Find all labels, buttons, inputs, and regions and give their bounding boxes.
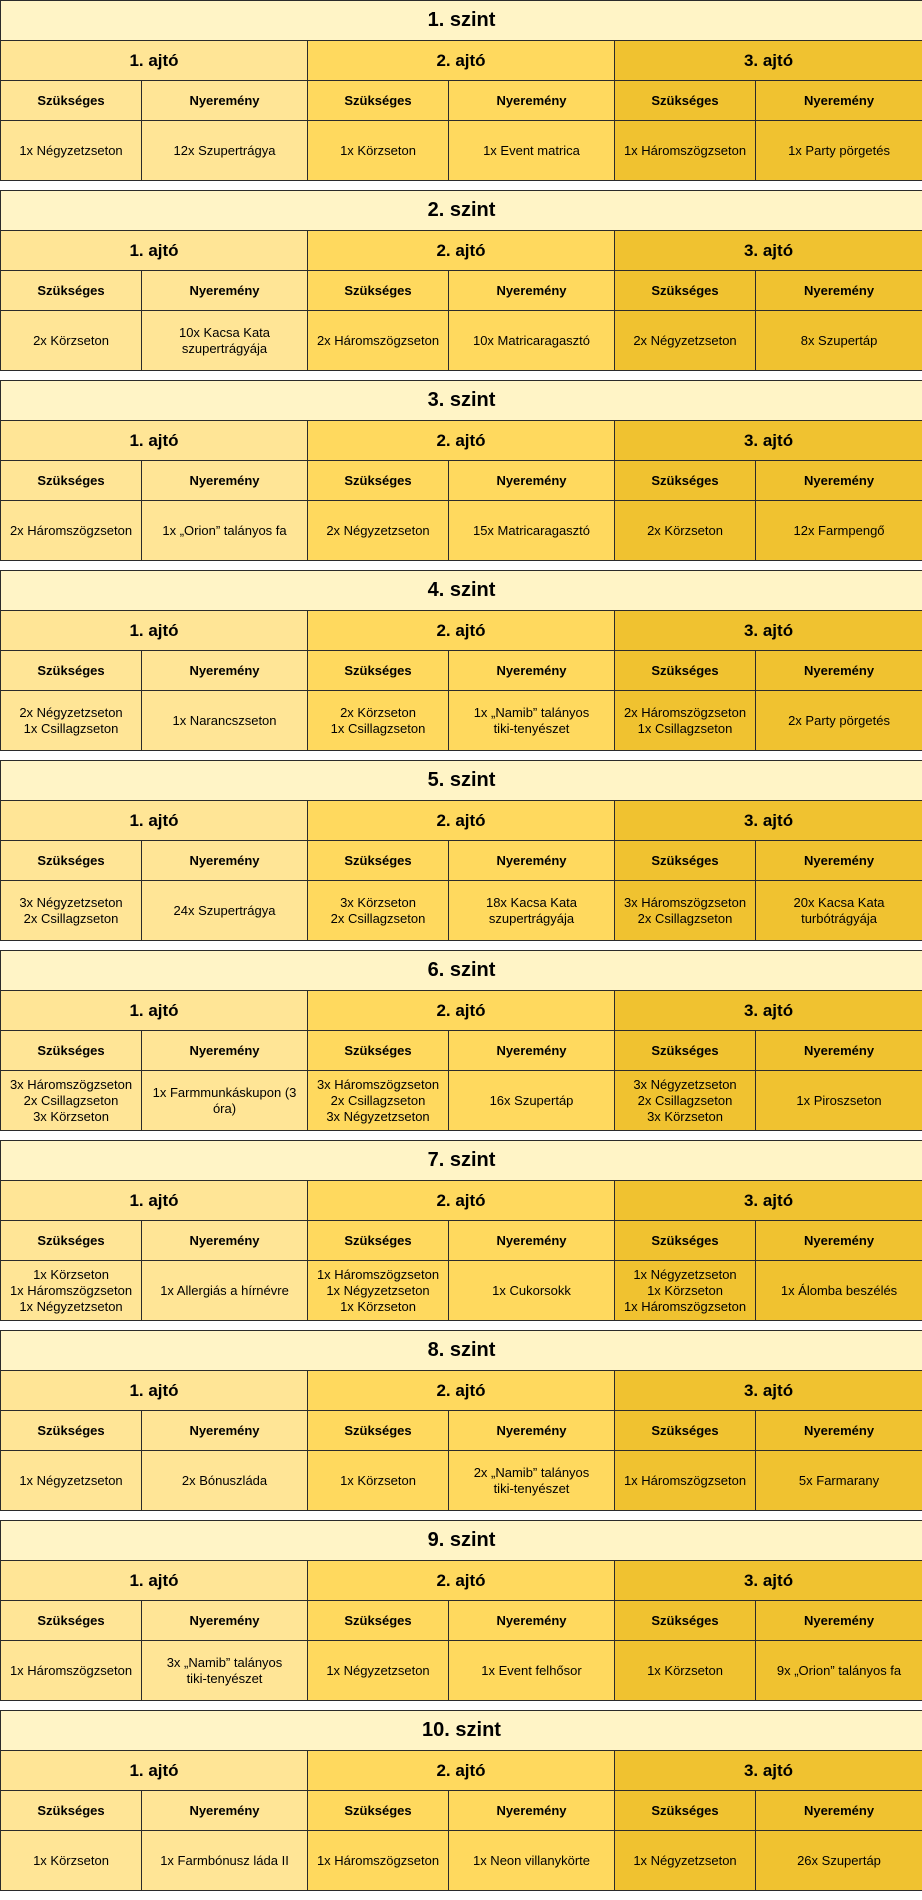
door-3-reward: 1x Álomba beszélés (756, 1261, 922, 1321)
door-1-header: 1. ajtó (1, 1561, 308, 1601)
reward-header: Nyeremény (449, 841, 615, 881)
door-2-reward: 1x Neon villanykörte (449, 1831, 615, 1891)
door-1-required: 3x Háromszögzseton 2x Csillagzseton 3x Körzseton (1, 1071, 142, 1131)
door-1-required: 1x Háromszögzseton (1, 1641, 142, 1701)
reward-header: Nyeremény (756, 271, 922, 311)
door-2-header: 2. ajtó (308, 1751, 615, 1791)
door-3-reward: 1x Party pörgetés (756, 121, 922, 181)
level-table (0, 760, 922, 941)
required-header: Szükséges (1, 461, 142, 501)
door-3-required: 1x Négyzetzseton (615, 1831, 756, 1891)
door-1-header: 1. ajtó (1, 231, 308, 271)
reward-header: Nyeremény (142, 651, 308, 691)
door-1-reward: 12x Szupertrágya (142, 121, 308, 181)
door-1-required: 2x Háromszögzseton (1, 501, 142, 561)
reward-header: Nyeremény (449, 1031, 615, 1071)
door-1-header: 1. ajtó (1, 1751, 308, 1791)
required-header: Szükséges (308, 271, 449, 311)
level-table (0, 1140, 922, 1321)
door-3-header: 3. ajtó (615, 231, 922, 271)
reward-header: Nyeremény (756, 651, 922, 691)
level-table (0, 570, 922, 751)
door-3-reward: 26x Szupertáp (756, 1831, 922, 1891)
door-1-required: 2x Körzseton (1, 311, 142, 371)
required-header: Szükséges (615, 1221, 756, 1261)
level-title: 10. szint (1, 1711, 922, 1751)
door-3-required: 2x Négyzetzseton (615, 311, 756, 371)
required-header: Szükséges (615, 461, 756, 501)
door-2-header: 2. ajtó (308, 1561, 615, 1601)
level-table (0, 1330, 922, 1511)
door-1-required: 1x Körzseton 1x Háromszögzseton 1x Négyzetzseton (1, 1261, 142, 1321)
door-1-header: 1. ajtó (1, 421, 308, 461)
reward-header: Nyeremény (449, 1601, 615, 1641)
required-header: Szükséges (615, 1601, 756, 1641)
door-2-header: 2. ajtó (308, 231, 615, 271)
door-1-header: 1. ajtó (1, 991, 308, 1031)
required-header: Szükséges (308, 1601, 449, 1641)
level-title: 9. szint (1, 1521, 922, 1561)
door-2-header: 2. ajtó (308, 1181, 615, 1221)
door-3-reward: 9x „Orion” talányos fa (756, 1641, 922, 1701)
door-3-reward: 12x Farmpengő (756, 501, 922, 561)
door-3-header: 3. ajtó (615, 41, 922, 81)
door-3-required: 1x Körzseton (615, 1641, 756, 1701)
door-1-reward: 1x Farmmunkáskupon (3 óra) (142, 1071, 308, 1131)
reward-header: Nyeremény (756, 1031, 922, 1071)
level-table (0, 0, 922, 181)
required-header: Szükséges (615, 651, 756, 691)
door-1-required: 2x Négyzetzseton 1x Csillagzseton (1, 691, 142, 751)
required-header: Szükséges (308, 841, 449, 881)
reward-header: Nyeremény (142, 1031, 308, 1071)
door-2-reward: 15x Matricaragasztó (449, 501, 615, 561)
reward-header: Nyeremény (449, 1791, 615, 1831)
door-2-reward: 18x Kacsa Kata szupertrágyája (449, 881, 615, 941)
required-header: Szükséges (308, 1031, 449, 1071)
reward-header: Nyeremény (142, 1221, 308, 1261)
door-3-header: 3. ajtó (615, 1751, 922, 1791)
door-3-required: 3x Háromszögzseton 2x Csillagzseton (615, 881, 756, 941)
required-header: Szükséges (1, 81, 142, 121)
level-title: 2. szint (1, 191, 922, 231)
door-1-reward: 2x Bónuszláda (142, 1451, 308, 1511)
required-header: Szükséges (308, 461, 449, 501)
reward-header: Nyeremény (756, 841, 922, 881)
required-header: Szükséges (308, 651, 449, 691)
door-2-required: 1x Négyzetzseton (308, 1641, 449, 1701)
door-2-required: 3x Körzseton 2x Csillagzseton (308, 881, 449, 941)
door-3-required: 1x Háromszögzseton (615, 1451, 756, 1511)
required-header: Szükséges (1, 1221, 142, 1261)
level-table (0, 380, 922, 561)
required-header: Szükséges (1, 651, 142, 691)
required-header: Szükséges (615, 81, 756, 121)
door-2-required: 3x Háromszögzseton 2x Csillagzseton 3x Négyzetzseton (308, 1071, 449, 1131)
door-3-header: 3. ajtó (615, 801, 922, 841)
door-3-header: 3. ajtó (615, 1181, 922, 1221)
door-1-reward: 1x Farmbónusz láda II (142, 1831, 308, 1891)
required-header: Szükséges (308, 1791, 449, 1831)
level-title: 5. szint (1, 761, 922, 801)
reward-header: Nyeremény (756, 1221, 922, 1261)
level-table (0, 950, 922, 1131)
door-3-required: 1x Háromszögzseton (615, 121, 756, 181)
required-header: Szükséges (1, 841, 142, 881)
door-3-required: 1x Négyzetzseton 1x Körzseton 1x Háromszögzseton (615, 1261, 756, 1321)
door-2-header: 2. ajtó (308, 41, 615, 81)
door-2-reward: 16x Szupertáp (449, 1071, 615, 1131)
door-2-required: 2x Háromszögzseton (308, 311, 449, 371)
required-header: Szükséges (308, 81, 449, 121)
required-header: Szükséges (308, 1221, 449, 1261)
level-title: 4. szint (1, 571, 922, 611)
reward-header: Nyeremény (756, 81, 922, 121)
required-header: Szükséges (1, 1601, 142, 1641)
door-1-reward: 1x „Orion” talányos fa (142, 501, 308, 561)
required-header: Szükséges (615, 271, 756, 311)
required-header: Szükséges (615, 1791, 756, 1831)
level-title: 3. szint (1, 381, 922, 421)
door-2-header: 2. ajtó (308, 991, 615, 1031)
required-header: Szükséges (308, 1411, 449, 1451)
door-1-required: 1x Négyzetzseton (1, 1451, 142, 1511)
reward-header: Nyeremény (142, 1601, 308, 1641)
door-2-header: 2. ajtó (308, 421, 615, 461)
door-3-required: 2x Körzseton (615, 501, 756, 561)
door-3-header: 3. ajtó (615, 1561, 922, 1601)
level-title: 6. szint (1, 951, 922, 991)
door-1-header: 1. ajtó (1, 1371, 308, 1411)
door-1-reward: 1x Allergiás a hírnévre (142, 1261, 308, 1321)
door-3-reward: 8x Szupertáp (756, 311, 922, 371)
door-2-reward: 1x Event matrica (449, 121, 615, 181)
level-table (0, 190, 922, 371)
required-header: Szükséges (615, 1031, 756, 1071)
required-header: Szükséges (1, 271, 142, 311)
door-2-required: 2x Körzseton 1x Csillagzseton (308, 691, 449, 751)
reward-header: Nyeremény (449, 271, 615, 311)
level-title: 1. szint (1, 1, 922, 41)
required-header: Szükséges (1, 1031, 142, 1071)
level-table (0, 1520, 922, 1701)
door-3-header: 3. ajtó (615, 991, 922, 1031)
door-1-required: 1x Négyzetzseton (1, 121, 142, 181)
door-3-header: 3. ajtó (615, 421, 922, 461)
door-3-reward: 5x Farmarany (756, 1451, 922, 1511)
door-1-reward: 10x Kacsa Kata szupertrágyája (142, 311, 308, 371)
required-header: Szükséges (615, 841, 756, 881)
door-1-reward: 24x Szupertrágya (142, 881, 308, 941)
door-2-required: 1x Háromszögzseton 1x Négyzetzseton 1x Körzseton (308, 1261, 449, 1321)
door-1-header: 1. ajtó (1, 611, 308, 651)
reward-header: Nyeremény (142, 271, 308, 311)
door-2-required: 1x Körzseton (308, 121, 449, 181)
door-1-header: 1. ajtó (1, 801, 308, 841)
reward-header: Nyeremény (449, 651, 615, 691)
reward-header: Nyeremény (142, 1791, 308, 1831)
door-1-header: 1. ajtó (1, 1181, 308, 1221)
door-2-required: 1x Körzseton (308, 1451, 449, 1511)
door-3-required: 3x Négyzetzseton 2x Csillagzseton 3x Körzseton (615, 1071, 756, 1131)
level-title: 8. szint (1, 1331, 922, 1371)
door-3-reward: 20x Kacsa Kata turbótrágyája (756, 881, 922, 941)
door-2-reward: 1x „Namib” talányos tiki-tenyészet (449, 691, 615, 751)
reward-header: Nyeremény (142, 841, 308, 881)
reward-header: Nyeremény (756, 1601, 922, 1641)
door-1-header: 1. ajtó (1, 41, 308, 81)
door-2-reward: 2x „Namib” talányos tiki-tenyészet (449, 1451, 615, 1511)
level-title: 7. szint (1, 1141, 922, 1181)
reward-header: Nyeremény (756, 461, 922, 501)
reward-header: Nyeremény (449, 1221, 615, 1261)
required-header: Szükséges (615, 1411, 756, 1451)
reward-header: Nyeremény (142, 81, 308, 121)
door-1-reward: 1x Narancszseton (142, 691, 308, 751)
door-1-required: 1x Körzseton (1, 1831, 142, 1891)
door-2-header: 2. ajtó (308, 801, 615, 841)
reward-header: Nyeremény (449, 461, 615, 501)
reward-header: Nyeremény (449, 81, 615, 121)
reward-header: Nyeremény (756, 1411, 922, 1451)
door-2-header: 2. ajtó (308, 611, 615, 651)
reward-header: Nyeremény (142, 461, 308, 501)
required-header: Szükséges (1, 1411, 142, 1451)
door-3-header: 3. ajtó (615, 611, 922, 651)
door-3-required: 2x Háromszögzseton 1x Csillagzseton (615, 691, 756, 751)
door-3-reward: 1x Piroszseton (756, 1071, 922, 1131)
reward-header: Nyeremény (756, 1791, 922, 1831)
reward-header: Nyeremény (142, 1411, 308, 1451)
door-1-reward: 3x „Namib” talányos tiki-tenyészet (142, 1641, 308, 1701)
reward-header: Nyeremény (449, 1411, 615, 1451)
door-3-header: 3. ajtó (615, 1371, 922, 1411)
door-2-reward: 10x Matricaragasztó (449, 311, 615, 371)
door-1-required: 3x Négyzetzseton 2x Csillagzseton (1, 881, 142, 941)
level-table (0, 1710, 922, 1891)
door-2-required: 2x Négyzetzseton (308, 501, 449, 561)
required-header: Szükséges (1, 1791, 142, 1831)
door-2-required: 1x Háromszögzseton (308, 1831, 449, 1891)
door-2-header: 2. ajtó (308, 1371, 615, 1411)
door-2-reward: 1x Cukorsokk (449, 1261, 615, 1321)
door-2-reward: 1x Event felhősor (449, 1641, 615, 1701)
door-3-reward: 2x Party pörgetés (756, 691, 922, 751)
